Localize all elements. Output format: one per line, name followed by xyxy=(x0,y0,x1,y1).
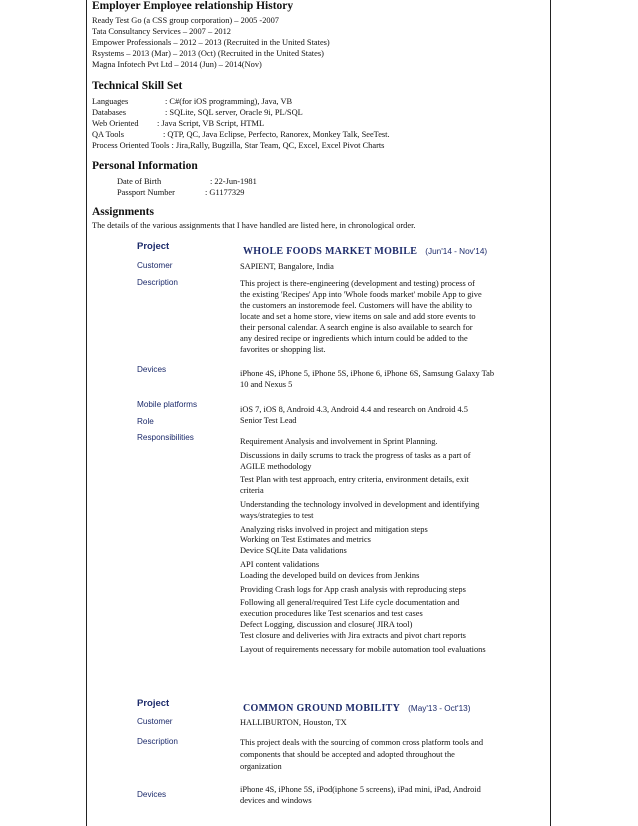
project-title: WHOLE FOODS MARKET MOBILE xyxy=(243,246,418,257)
description-line: the customers an instoremode feel. Customers will have the ability to xyxy=(240,301,472,310)
responsibility-item: Layout of requirements necessary for mobile automation tool evaluations xyxy=(240,644,486,654)
assignments-intro: The details of the various assignments that I have handled are listed here, in chronological order. xyxy=(92,221,416,230)
customer-label: Customer xyxy=(137,717,173,726)
responsibility-item: Understanding the technology involved in development and identifying xyxy=(240,499,480,509)
responsibility-item: Analyzing risks involved in project and mitigation steps xyxy=(240,524,428,534)
employment-line: Ready Test Go (a CSS group corporation) – 2005 -2007 xyxy=(92,16,279,25)
responsibility-item: Test Plan with test approach, entry criteria, environment details, exit xyxy=(240,475,469,485)
description-line: This project deals with the sourcing of common cross platform tools and xyxy=(240,738,484,747)
skill-label: Databases xyxy=(92,108,126,117)
project-title-row xyxy=(243,698,470,716)
project-title-row xyxy=(243,241,487,259)
employment-line: Tata Consultancy Services – 2007 – 2012 xyxy=(92,27,231,36)
responsibilities-list xyxy=(240,437,486,655)
role-label: Role xyxy=(137,417,154,426)
role-value: Senior Test Lead xyxy=(240,416,297,425)
description-block xyxy=(240,737,483,772)
responsibility-item: API content validations xyxy=(240,559,320,569)
description-line: locate and set a home store, view items on sale and add store events to xyxy=(240,312,476,321)
employment-line: Magna Infotech Pvt Ltd – 2014 (Jun) – 2014(Nov) xyxy=(92,60,262,69)
responsibility-item: AGILE methodology xyxy=(240,461,312,471)
skill-label: QA Tools xyxy=(92,130,125,139)
platforms-label: Mobile platforms xyxy=(137,400,198,409)
project-label: Project xyxy=(137,241,170,252)
project-dates: (Jun'14 - Nov'14) xyxy=(425,247,488,256)
employment-line: Rsystems – 2013 (Mar) – 2013 (Oct) (Recruited in the United States) xyxy=(92,49,324,58)
project-label: Project xyxy=(137,698,170,709)
responsibility-item: criteria xyxy=(240,486,264,496)
responsibility-item: Discussions in daily scrums to track the progress of tasks as a part of xyxy=(240,450,471,460)
customer-label: Customer xyxy=(137,261,173,270)
dob-label: Date of Birth xyxy=(117,177,162,186)
skill-value: : SQLite, SQL server, Oracle 9i, PL/SQL xyxy=(165,108,303,117)
responsibility-item: Providing Crash logs for App crash analysis with reproducing steps xyxy=(240,584,466,594)
description-line: favorites or shopping list. xyxy=(240,345,326,354)
description-line: organization xyxy=(240,762,282,771)
employment-line: Empower Professionals – 2012 – 2013 (Recruited in the United States) xyxy=(92,38,330,47)
passport-value: : G1177329 xyxy=(205,188,245,197)
description-line: components that should be accepted and adopted throughout the xyxy=(240,750,455,759)
description-label: Description xyxy=(137,737,178,746)
description-line: the existing 'Recipes' App into 'Whole foods market' mobile App to give xyxy=(240,290,482,299)
process-tools: Process Oriented Tools : Jira,Rally, Bugzilla, Star Team, QC, Excel, Excel Pivot Charts xyxy=(92,141,385,150)
customer-value: SAPIENT, Bangalore, India xyxy=(240,262,334,271)
description-label: Description xyxy=(137,278,178,287)
devices-label: Devices xyxy=(137,790,167,799)
devices-block xyxy=(240,784,481,806)
responsibility-item: Defect Logging, discussion and closure( JIRA tool) xyxy=(240,619,413,629)
description-line: any desired recipe or ingredients which inturn could be added to the xyxy=(240,334,468,343)
skills-heading: Technical Skill Set xyxy=(92,80,183,92)
devices-line: iPhone 4S, iPhone 5, iPhone 5S, iPhone 6, iPhone 6S, Samsung Galaxy Tab xyxy=(240,369,495,378)
responsibilities-label: Responsibilities xyxy=(137,433,194,442)
dob-value: : 22-Jun-1981 xyxy=(210,177,257,186)
skill-label: Languages xyxy=(92,97,129,106)
responsibility-item: Device SQLite Data validations xyxy=(240,546,347,556)
skill-label: Web Oriented xyxy=(92,119,139,128)
responsibility-item: Following all general/required Test Life cycle documentation and xyxy=(240,598,460,608)
personal-heading: Personal Information xyxy=(92,160,198,172)
devices-line: devices and windows xyxy=(240,796,312,805)
passport-label: Passport Number xyxy=(117,188,175,197)
responsibility-item: Loading the developed build on devices from Jenkins xyxy=(240,570,420,580)
devices-block xyxy=(240,368,494,390)
description-line: This project is there-engineering (development and testing) process of xyxy=(240,279,475,288)
description-block xyxy=(240,278,482,355)
customer-value: HALLIBURTON, Houston, TX xyxy=(240,718,347,727)
responsibility-item: Working on Test Estimates and metrics xyxy=(240,535,371,545)
skill-value: : QTP, QC, Java Eclipse, Perfecto, Ranorex, Monkey Talk, SeeTest. xyxy=(163,130,390,139)
employment-heading: Employer Employee relationship History xyxy=(92,0,294,12)
responsibility-item: Test closure and deliveries with Jira extracts and pivot chart reports xyxy=(240,630,466,640)
skill-value: : Java Script, VB Script, HTML xyxy=(157,119,265,128)
platforms-value: iOS 7, iOS 8, Android 4.3, Android 4.4 and research on Android 4.5 xyxy=(240,405,468,414)
project-dates: (May'13 - Oct'13) xyxy=(408,704,471,713)
responsibility-item: ways/strategies to test xyxy=(240,510,314,520)
description-line: their personal calendar. A search engine is also available to search for xyxy=(240,323,473,332)
skill-value: : C#(for iOS programming), Java, VB xyxy=(165,97,293,106)
responsibility-item: execution procedures like Test scenarios and test cases xyxy=(240,609,423,619)
project-title: COMMON GROUND MOBILITY xyxy=(243,703,401,714)
assignments-heading: Assignments xyxy=(92,206,154,218)
devices-line: iPhone 4S, iPhone 5S, iPod(iphone 5 screens), iPad mini, iPad, Android xyxy=(240,785,481,794)
devices-line: 10 and Nexus 5 xyxy=(240,380,293,389)
responsibility-item: Requirement Analysis and involvement in Sprint Planning. xyxy=(240,437,438,446)
devices-label: Devices xyxy=(137,365,167,374)
